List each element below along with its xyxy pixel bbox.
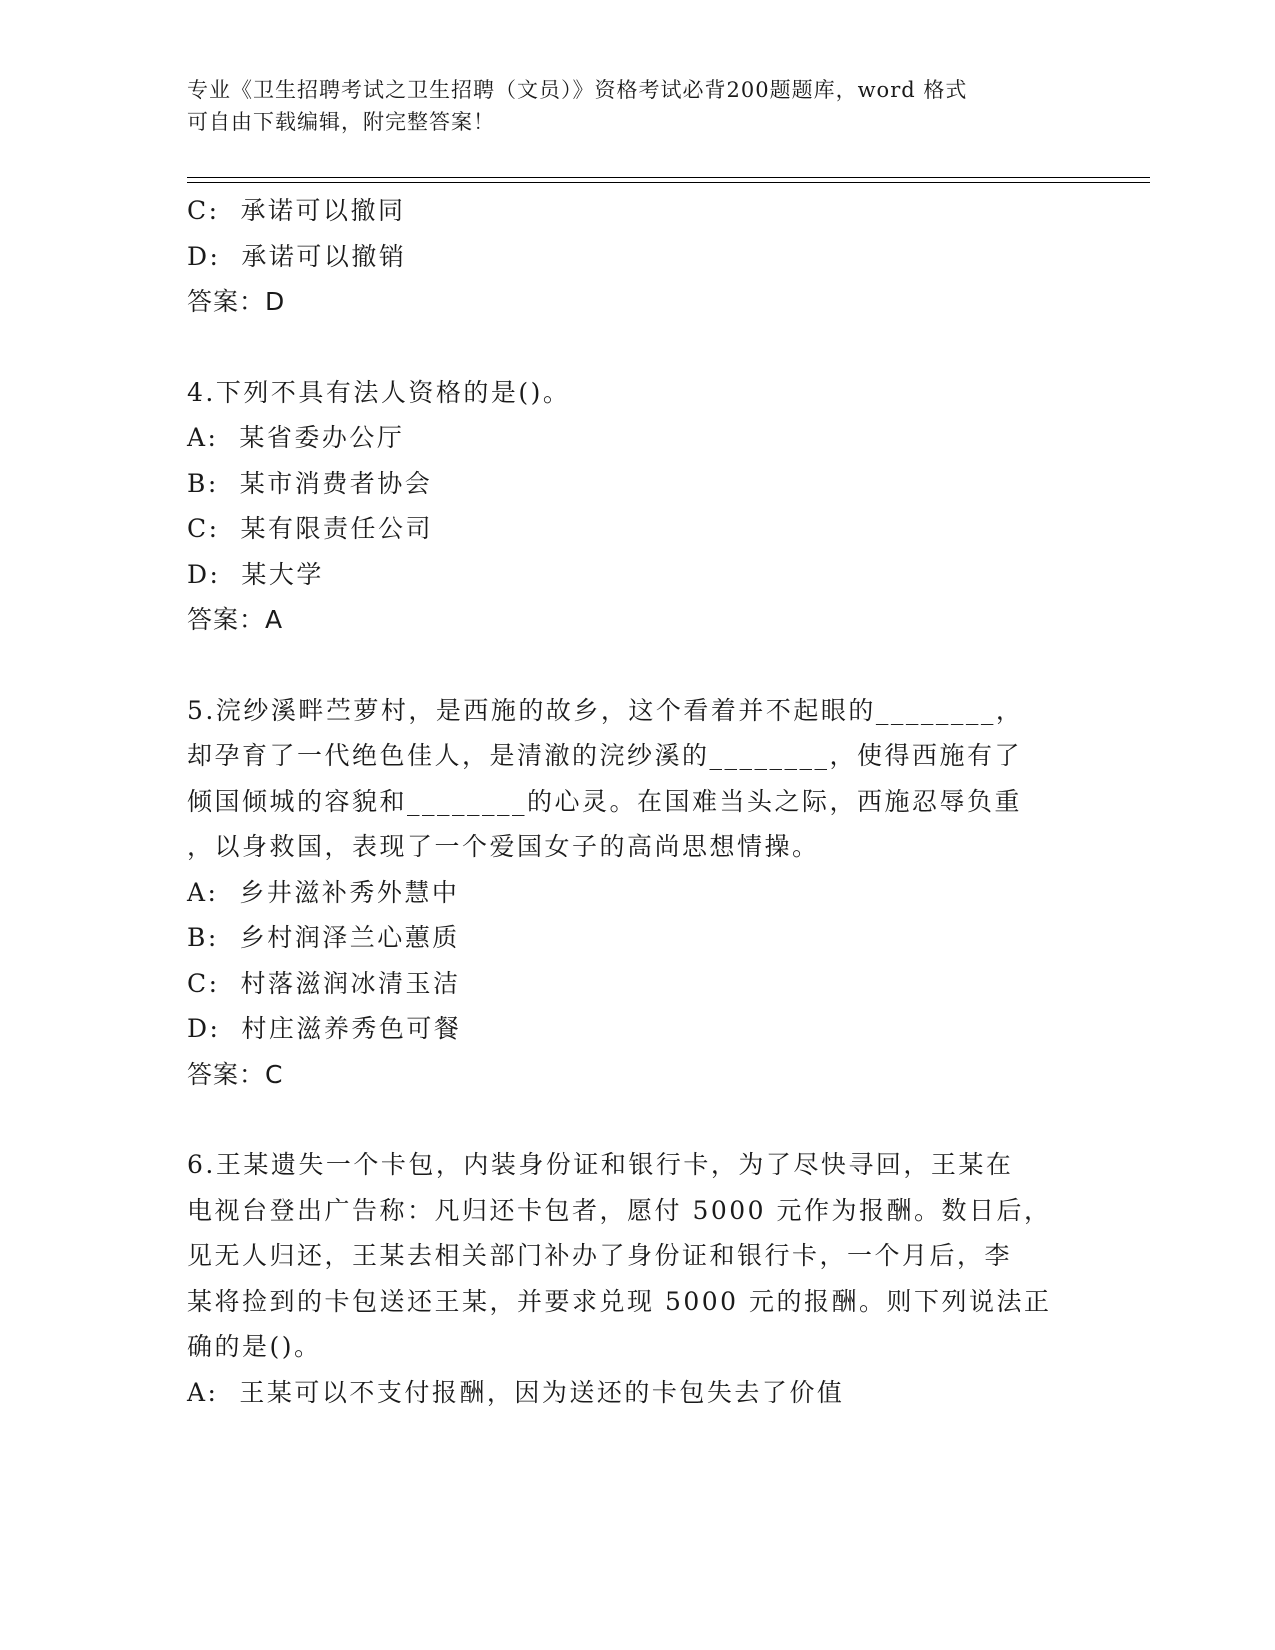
option-c: C: 承诺可以撤同 bbox=[187, 196, 406, 225]
document-header bbox=[187, 74, 1067, 138]
question-stem-line-3: 倾国倾城的容貌和________的心灵。在国难当头之际，西施忍辱负重 bbox=[187, 786, 1023, 816]
question-stem-line-3: 见无人归还，王某去相关部门补办了身份证和银行卡，一个月后，李 bbox=[187, 1241, 1013, 1270]
answer-line: 答案：A bbox=[187, 605, 284, 634]
document-body bbox=[187, 188, 1087, 1415]
option-a: A: 乡井滋补秀外慧中 bbox=[187, 877, 460, 907]
option-d: D: 村庄滋养秀色可餐 bbox=[187, 1014, 462, 1043]
question-stem: 4.下列不具有法人资格的是()。 bbox=[187, 377, 571, 407]
header-divider-top bbox=[187, 177, 1150, 178]
question-stem-line-4: 某将捡到的卡包送还王某，并要求兑现 5000 元的报酬。则下列说法正 bbox=[187, 1286, 1052, 1316]
option-b: B: 某市消费者协会 bbox=[187, 468, 433, 498]
answer-line: 答案：D bbox=[187, 287, 286, 316]
option-c: C: 某有限责任公司 bbox=[187, 514, 433, 543]
question-stem-line-5: 确的是()。 bbox=[187, 1332, 322, 1361]
answer-line: 答案：C bbox=[187, 1059, 284, 1089]
option-a: A: 王某可以不支付报酬，因为送还的卡包失去了价值 bbox=[187, 1377, 845, 1407]
option-d: D: 某大学 bbox=[187, 559, 324, 589]
question-6 bbox=[187, 1142, 1087, 1415]
header-title-line-1: 专业《卫生招聘考试之卫生招聘（文员）》资格考试必背200题题库，word 格式 bbox=[187, 78, 968, 102]
question-stem-line-2: 却孕育了一代绝色佳人，是清澈的浣纱溪的________，使得西施有了 bbox=[187, 741, 1023, 770]
question-5 bbox=[187, 688, 1087, 1098]
option-c: C: 村落滋润冰清玉洁 bbox=[187, 968, 461, 998]
question-stem-line-4: ，以身救国，表现了一个爱国女子的高尚思想情操。 bbox=[187, 832, 820, 861]
question-stem-line-1: 6.王某遗失一个卡包，内装身份证和银行卡，为了尽快寻回，王某在 bbox=[187, 1150, 1014, 1179]
question-stem-line-1: 5.浣纱溪畔苎萝村，是西施的故乡，这个看着并不起眼的________， bbox=[187, 695, 1024, 725]
spacer bbox=[187, 325, 1087, 370]
spacer bbox=[187, 643, 1087, 688]
option-d: D: 承诺可以撤销 bbox=[187, 241, 407, 271]
header-divider-bottom bbox=[187, 182, 1150, 183]
header-title-line-2: 可自由下载编辑，附完整答案！ bbox=[187, 110, 495, 134]
question-stem-line-2: 电视台登出广告称：凡归还卡包者，愿付 5000 元作为报酬。数日后， bbox=[187, 1195, 1052, 1225]
question-4 bbox=[187, 370, 1087, 643]
question-3-tail bbox=[187, 188, 1087, 325]
option-b: B: 乡村润泽兰心蕙质 bbox=[187, 923, 460, 952]
option-a: A: 某省委办公厅 bbox=[187, 423, 405, 452]
spacer bbox=[187, 1097, 1087, 1142]
